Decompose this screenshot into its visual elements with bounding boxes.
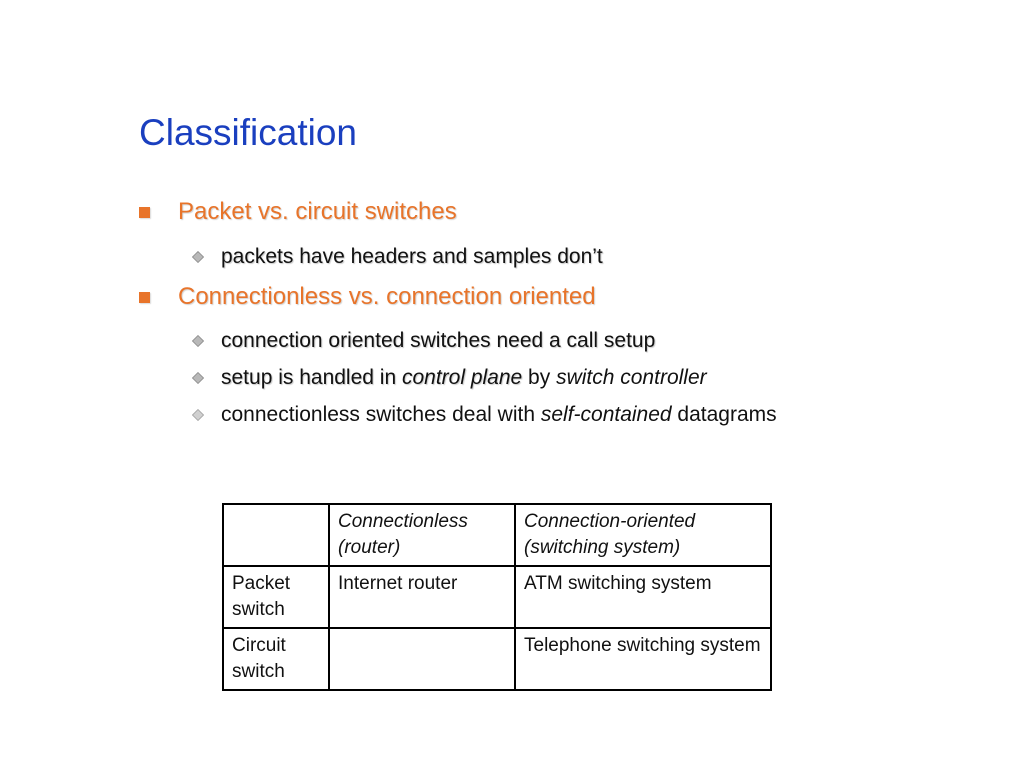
table-header-cell: Connectionless (router) — [329, 504, 515, 566]
comparison-table — [222, 503, 772, 691]
sub-bullet-emphasis: switch controller — [556, 366, 707, 389]
table-header-cell: Connection-oriented (switching system) — [515, 504, 771, 566]
sub-bullet-emphasis: control plane — [401, 366, 523, 389]
diamond-bullet-icon — [192, 409, 204, 421]
diamond-bullet-icon — [192, 335, 204, 347]
table-row-header-cell: Packet switch — [223, 566, 329, 628]
table-row — [223, 566, 771, 628]
table-header-row — [223, 504, 771, 566]
table-cell: Internet router — [329, 566, 515, 628]
table-cell: ATM switching system — [515, 566, 771, 628]
bullet-item-connectionless-vs-connection — [139, 281, 596, 313]
diamond-bullet-icon — [192, 251, 204, 263]
sub-bullet-emphasis: self-contained — [540, 403, 672, 426]
orange-square-bullet-icon — [139, 207, 150, 218]
sub-bullet-item-control-plane — [192, 364, 707, 392]
table-cell — [223, 504, 329, 566]
table-row — [223, 628, 771, 690]
slide-title: Classification — [139, 112, 357, 153]
sub-bullet-text-part: connectionless switches deal with — [221, 403, 541, 426]
sub-bullet-text: connection oriented switches need a call setup — [221, 329, 656, 352]
sub-bullet-text: packets have headers and samples don’t — [221, 245, 603, 268]
table-row-header-cell: Circuit switch — [223, 628, 329, 690]
table-cell: Telephone switching system — [515, 628, 771, 690]
sub-bullet-item-call-setup — [192, 327, 655, 355]
sub-bullet-item-headers — [192, 243, 603, 271]
sub-bullet-text-part: by — [522, 366, 557, 389]
diamond-bullet-icon — [192, 372, 204, 384]
sub-bullet-item-datagrams — [192, 401, 777, 429]
orange-square-bullet-icon — [139, 292, 150, 303]
sub-bullet-text-part: datagrams — [671, 403, 777, 426]
table-cell — [329, 628, 515, 690]
bullet-text: Connectionless vs. connection oriented — [178, 283, 596, 310]
bullet-text: Packet vs. circuit switches — [178, 198, 457, 225]
bullet-item-packet-vs-circuit — [139, 196, 457, 228]
sub-bullet-text-part: setup is handled in — [221, 366, 402, 389]
